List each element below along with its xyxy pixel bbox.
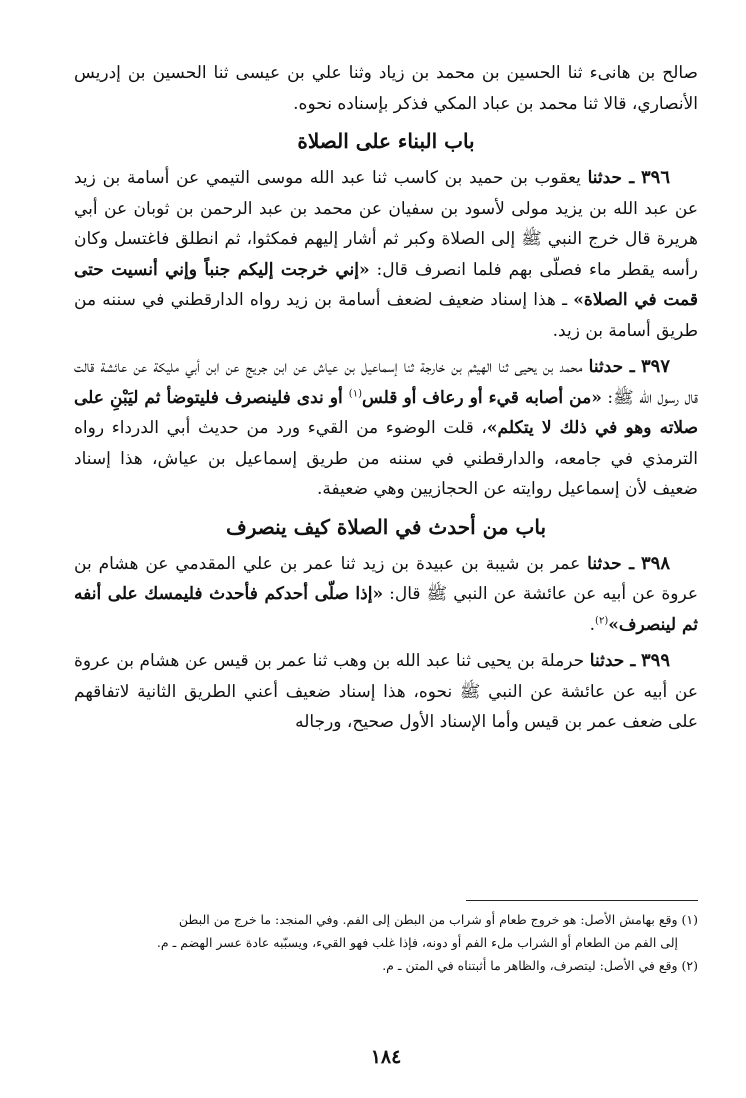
hadith-396	[74, 163, 698, 346]
section-heading-leaving-prayer: باب من أحدث في الصلاة كيف ينصرف	[225, 514, 547, 539]
footnote-2: (٢) وقع في الأصل: ليتصرف، والظاهر ما أثبتناه في المتن ـ م.	[382, 958, 698, 973]
footnote-ref-1[interactable]: (١)	[348, 387, 362, 399]
footnote-1-continued: إلى الفم من الطعام أو الشراب ملء الفم أو دونه، فإذا غلب فهو القيء، ويسبّبه عادة عسر الهضم ـ م.	[156, 935, 678, 950]
hadith-number: ٣٩٩	[640, 650, 670, 671]
hadith-quote-cont: أو ندى فلينصرف فليتوضأ ثم ليَبْنِ على صلاته وهو في ذلك لا يتكلم»	[74, 387, 699, 438]
hadith-keyword: ـ حدثنا	[587, 553, 635, 574]
footnote-1: (١) وقع بهامش الأصل: هو خروج طعام أو شراب من البطن إلى الفم. وفي المنجد: ما خرج من البطن	[178, 912, 698, 927]
intro-paragraph	[74, 58, 698, 119]
hadith-397	[74, 352, 698, 505]
hadith-number: ٣٩٧	[640, 356, 670, 377]
hadith-399	[74, 646, 698, 738]
hadith-text: يعقوب بن حميد بن كاسب ثنا عبد الله موسى التيمي عن أسامة بن زيد عن عبد الله بن يزيد مولى لأسود بن سفيان عن محمد بن عبد الرحمن بن ثوبان عن أبي هريرة قال خرج النبي ﷺ إلى الصلاة وكبر ثم أشار إليهم فمكثوا، ثم انطلق فاغتسل وكان رأسه يقطر ماء فصلّى بهم فلما انصرف قال:	[74, 168, 698, 280]
hadith-keyword: ـ حدثنا	[587, 168, 635, 188]
hadith-commentary: ـ هذا إسناد ضعيف لضعف أسامة بن زيد رواه الدارقطني في سننه من طريق أسامة بن زيد.	[74, 290, 698, 341]
hadith-keyword: ـ حدثنا	[589, 651, 636, 671]
hadith-quote: «من أصابه قيء أو رعاف أو قلس	[361, 387, 602, 408]
hadith-quote: «إذا صلّى أحدكم فأحدث فليمسك على أنفه ثم لينصرف»	[74, 584, 698, 635]
footnote-ref-2[interactable]: (٢)	[595, 614, 609, 626]
hadith-number: ٣٩٦	[641, 167, 671, 188]
footnote-separator	[466, 900, 698, 901]
hadith-end: .	[589, 614, 596, 635]
footnotes	[74, 908, 698, 977]
hadith-quote: «إني خرجت إليكم جنباً وإني أنسيت حتى قمت في الصلاة»	[74, 259, 698, 310]
hadith-text: حرملة بن يحيى ثنا عبد الله بن وهب ثنا عمر بن قيس عن هشام بن عروة عن أبيه عن عائشة عن النبي ﷺ نحوه، هذا إسناد ضعيف أعني الطريق الثانية لاتفاقهم على ضعف عمر بن قيس وأما الإسناد الأول صحيح، ورجاله	[74, 651, 698, 732]
hadith-keyword: ـ حدثنا	[588, 357, 635, 377]
section-heading-building-on-prayer: باب البناء على الصلاة	[297, 129, 475, 153]
intro-text: صالح بن هانىء ثنا الحسين بن محمد بن زياد وثنا علي بن عيسى ثنا الحسين بن إدريس الأنصاري، قالا ثنا محمد بن عباد المكي فذكر بإسناده نحوه.	[74, 63, 698, 114]
hadith-text: محمد بن يحيى ثنا الهيثم بن خارجة ثنا إسماعيل بن عياش عن ابن جريج عن ابن أبي مليكة عن عائشة قالت قال رسول الله ﷺ:	[74, 357, 699, 408]
hadith-commentary: ، قلت الوضوء من القيء ورد من حديث أبي الدرداء رواه الترمذي في جامعه، والدارقطني في سننه من طريق إسماعيل بن عياش، هذا إسناد ضعيف لأن إسماعيل روايته عن الحجازيين وهي ضعيفة.	[74, 418, 698, 499]
hadith-text: عمر بن شيبة بن عبيدة بن زيد ثنا عمر بن علي المقدمي عن هشام بن عروة عن أبيه عن عائشة عن النبي ﷺ قال:	[74, 553, 698, 604]
hadith-398	[74, 549, 698, 641]
page-body	[74, 58, 698, 1078]
hadith-number: ٣٩٨	[641, 552, 671, 574]
page-number: ١٨٤	[370, 1046, 402, 1068]
